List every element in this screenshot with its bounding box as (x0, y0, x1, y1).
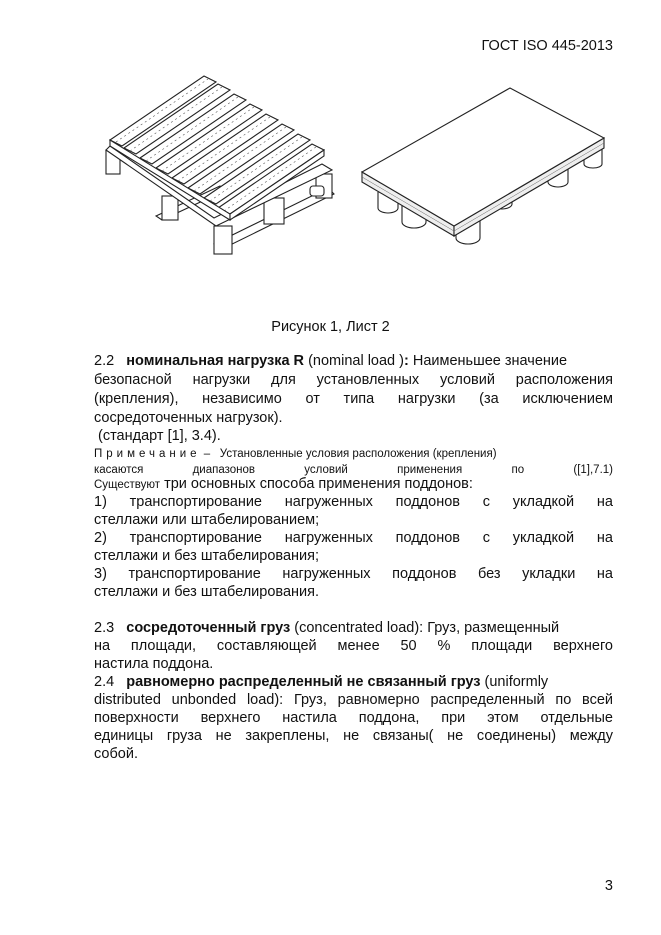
section-number: 2.2 (94, 353, 115, 369)
text-line: поверхности верхнего настила поддона, при этом отдельные (94, 710, 613, 726)
text-small: Существуют (94, 479, 161, 491)
text-line: собой. (94, 746, 138, 762)
list-item: стеллажи и без штабелирования. (94, 584, 319, 600)
page-number: 3 (604, 878, 613, 894)
list-item: 1) транспортирование нагруженных поддонов с укладкой на (94, 494, 613, 510)
section-number: 2.3 (94, 620, 115, 636)
text-line: безопасной нагрузки для установленных условий расположения (94, 372, 613, 388)
text-line: distributed unbonded load): Груз, равномерно распределенный по всей (94, 692, 613, 708)
text-line: (крепления), независимо от типа нагрузки (за исключением (94, 391, 613, 407)
note-label: Примечание (94, 448, 201, 460)
term: равномерно распределенный не связанный груз (126, 674, 481, 690)
list-item: 3) транспортирование нагруженных поддонов без укладки на (94, 566, 613, 582)
list-item: 2) транспортирование нагруженных поддонов с укладкой на (94, 530, 613, 546)
note-dash: – (203, 448, 211, 460)
wooden-pallet-illustration (106, 76, 334, 254)
section-2-3-title (94, 619, 613, 637)
reference: (стандарт [1], 3.4). (98, 428, 221, 444)
note-line: касаются диапазонов условий применения по ([1],7.1) (94, 464, 613, 476)
text-rest: три основных способа применения поддонов: (164, 476, 473, 492)
section-2-4-title (94, 673, 613, 691)
document-header: ГОСТ ISO 445-2013 (481, 38, 613, 54)
definition-start: (concentrated load): Груз, размещенный (294, 620, 560, 636)
definition-start: Наименьшее значение (412, 353, 568, 369)
text-line: настила поддона. (94, 656, 214, 672)
colon: : (403, 353, 409, 369)
list-item: стеллажи и без штабелирования; (94, 548, 319, 564)
text-line: на площади, составляющей менее 50 % площади верхнего (94, 638, 613, 654)
term: номинальная нагрузка R (126, 353, 305, 369)
list-item: стеллажи или штабелированием; (94, 512, 320, 528)
term: сосредоточенный груз (126, 620, 291, 636)
term-english: (nominal load ) (308, 353, 404, 369)
note-text: Установленные условия расположения (крепления) (219, 448, 497, 460)
text-line: единицы груза не закреплены, не связаны( не соединены) между (94, 728, 613, 744)
section-2-2-title (94, 352, 613, 370)
text-line: сосредоточенных нагрузок). (94, 410, 283, 426)
figure-caption: Рисунок 1, Лист 2 (271, 319, 390, 335)
pallet-drawings (96, 68, 616, 288)
solid-pallet-illustration (362, 88, 604, 244)
section-number: 2.4 (94, 674, 115, 690)
term-english: (uniformly (484, 674, 549, 690)
text-line (94, 475, 613, 494)
pallet-figure (96, 68, 616, 288)
